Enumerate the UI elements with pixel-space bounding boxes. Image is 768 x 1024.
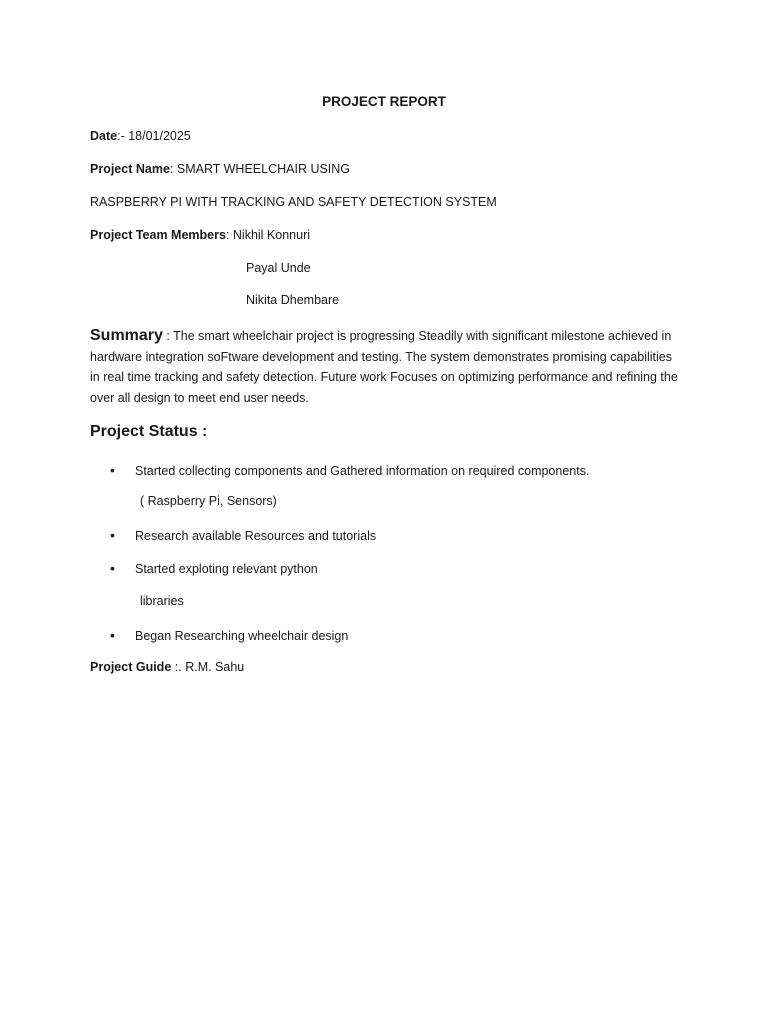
list-item-text: Research available Resources and tutorials [135, 529, 377, 543]
list-item [110, 462, 589, 478]
guide-line [90, 660, 244, 674]
list-item-text: Started collecting components and Gathered information on required components. [135, 464, 590, 478]
list-item [110, 560, 318, 576]
team-separator: : [225, 228, 233, 242]
list-item-text: Started exploting relevant python [135, 562, 318, 576]
team-member: Nikhil Konnuri [232, 228, 311, 242]
project-name-separator: : [169, 162, 177, 176]
list-item-text: Began Researching wheelchair design [135, 629, 349, 643]
list-item [110, 627, 348, 643]
date-separator: :- [117, 129, 129, 143]
summary-heading: Summary [90, 327, 163, 344]
bullet-icon: • [110, 560, 115, 576]
team-label: Project Team Members [90, 228, 226, 242]
list-item-continuation: libraries [140, 594, 184, 608]
guide-separator: :. [171, 660, 186, 674]
bullet-icon: • [110, 527, 115, 543]
status-heading: Project Status : [90, 423, 208, 440]
project-name-continuation: RASPBERRY PI WITH TRACKING AND SAFETY DETECTION SYSTEM [90, 195, 497, 209]
date-value: 18/01/2025 [128, 129, 191, 143]
summary-text: : The smart wheelchair project is progressing Steadily with significant milestone achieved in hardware integration soFtware development and testing. The system demonstrates promising capabilities in real time tracking and safety detection. Future work Focuses on optimizing performance and refining the over all design to meet end user needs. [90, 329, 678, 405]
list-item-continuation: ( Raspberry Pi, Sensors) [140, 494, 277, 508]
bullet-icon: • [110, 627, 115, 643]
guide-value: R.M. Sahu [185, 660, 245, 674]
guide-label: Project Guide [90, 660, 172, 674]
project-name-value: SMART WHEELCHAIR USING [176, 162, 351, 176]
team-member: Nikita Dhembare [246, 293, 340, 307]
list-item [110, 527, 376, 543]
date-line [90, 129, 191, 143]
team-line [90, 228, 310, 242]
summary-paragraph [90, 326, 680, 408]
report-title: PROJECT REPORT [322, 94, 446, 109]
project-name-line [90, 162, 350, 176]
date-label: Date [90, 129, 118, 143]
team-member: Payal Unde [246, 261, 311, 275]
bullet-icon: • [110, 462, 115, 478]
project-name-label: Project Name [90, 162, 170, 176]
